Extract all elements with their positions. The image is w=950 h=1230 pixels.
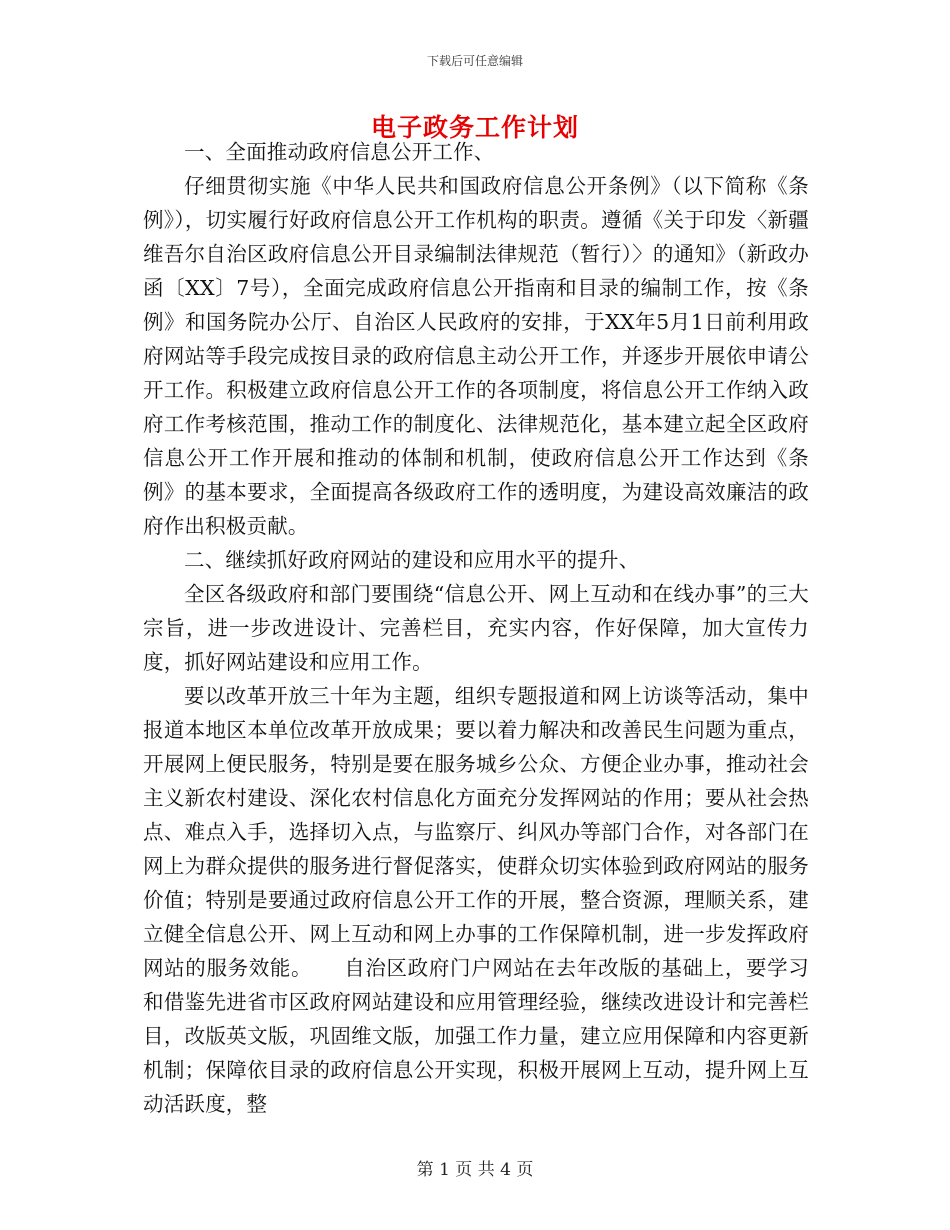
paragraph: 仔细贯彻实施《中华人民共和国政府信息公开条例》（以下简称《条例》），切实履行好政府信息公开工作机构的职责。遵循《关于印发〈新疆维吾尔自治区政府信息公开目录编制法律规范（暂行）〉的通知》（新政办函〔XX〕7号），全面完成政府信息公开指南和目录的编制工作，按《条例》和国务院办公厅、自治区人民政府的安排，于XX年5月1日前利用政府网站等手段完成按目录的政府信息主动公开工作，并逐步开展依申请公开工作。积极建立政府信息公开工作的各项制度，将信息公开工作纳入政府工作考核范围，推动工作的制度化、法律规范化，基本建立起全区政府信息公开工作开展和推动的体制和机制，使政府信息公开工作达到《条例》的基本要求，全面提高各级政府工作的透明度，为建设高效廉洁的政府作出积极贡献。 — [143, 174, 809, 538]
paragraph: 要以改革开放三十年为主题，组织专题报道和网上访谈等活动，集中报道本地区本单位改革开放成果；要以着力解决和改善民生问题为重点，开展网上便民服务，特别是要在服务城乡公众、方便企业办事，推动社会主义新农村建设、深化农村信息化方面充分发挥网站的作用；要从社会热点、难点入手，选择切入点，与监察厅、纠风办等部门合作，对各部门在网上为群众提供的服务进行督促落实，使群众切实体验到政府网站的服务价值；特别是要通过政府信息公开工作的开展，整合资源，理顺关系，建立健全信息公开、网上互动和网上办事的工作保障机制，进一步发挥政府网站的服务效能。 自治区政府门户网站在去年改版的基础上，要学习和借鉴先进省市区政府网站建设和应用管理经验，继续改进设计和完善栏目，改版英文版，巩固维文版，加强工作力量，建立应用保障和内容更新机制；保障依目录的政府信息公开实现，积极开展网上互动，提升网上互动活跃度，整 — [143, 684, 809, 1116]
paragraph: 全区各级政府和部门要围绕“信息公开、网上互动和在线办事”的三大宗旨，进一步改进设计、完善栏目，充实内容，作好保障，加大宣传力度，抓好网站建设和应用工作。 — [143, 582, 809, 674]
section-heading-2: 二、继续抓好政府网站的建设和应用水平的提升、 — [184, 548, 640, 572]
header-note: 下载后可任意编辑 — [426, 54, 523, 68]
section-heading-1: 一、全面推动政府信息公开工作、 — [184, 140, 495, 164]
page-footer: 第 1 页 共 4 页 — [416, 1160, 534, 1180]
document-title: 电子政务工作计划 — [370, 113, 579, 142]
document-body — [143, 135, 809, 1121]
